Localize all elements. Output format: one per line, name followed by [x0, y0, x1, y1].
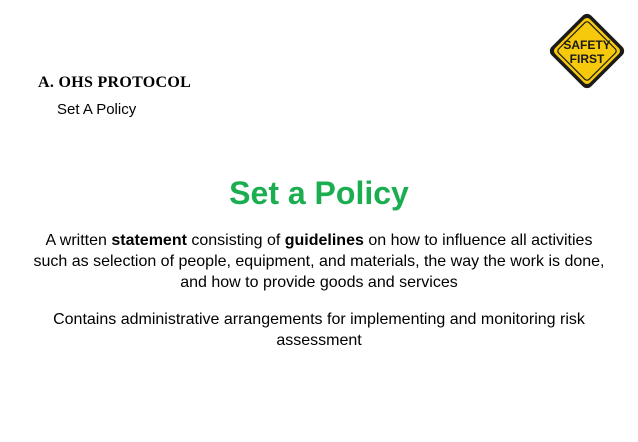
- arrangements-paragraph: Contains administrative arrangements for implementing and monitoring risk assessment: [53, 311, 585, 349]
- definition-paragraph: [30, 230, 608, 293]
- definition-text-1: A written: [45, 232, 112, 249]
- definition-text-2: consisting of: [186, 232, 285, 249]
- safety-first-sign-icon: [544, 8, 630, 94]
- sign-line-2: FIRST: [569, 52, 605, 66]
- slide-title: Set a Policy: [229, 175, 409, 211]
- term-guidelines: guidelines: [284, 232, 364, 249]
- subheading: Set A Policy: [57, 101, 137, 118]
- section-heading: A. OHS PROTOCOL: [38, 74, 192, 91]
- sign-line-1: SAFETY: [563, 38, 611, 52]
- term-statement: statement: [111, 232, 187, 249]
- definition-text-3: on how to influence all activities such as selection of people, equipment, and materials, the way the work is done, and how to provide goods and services: [33, 232, 605, 291]
